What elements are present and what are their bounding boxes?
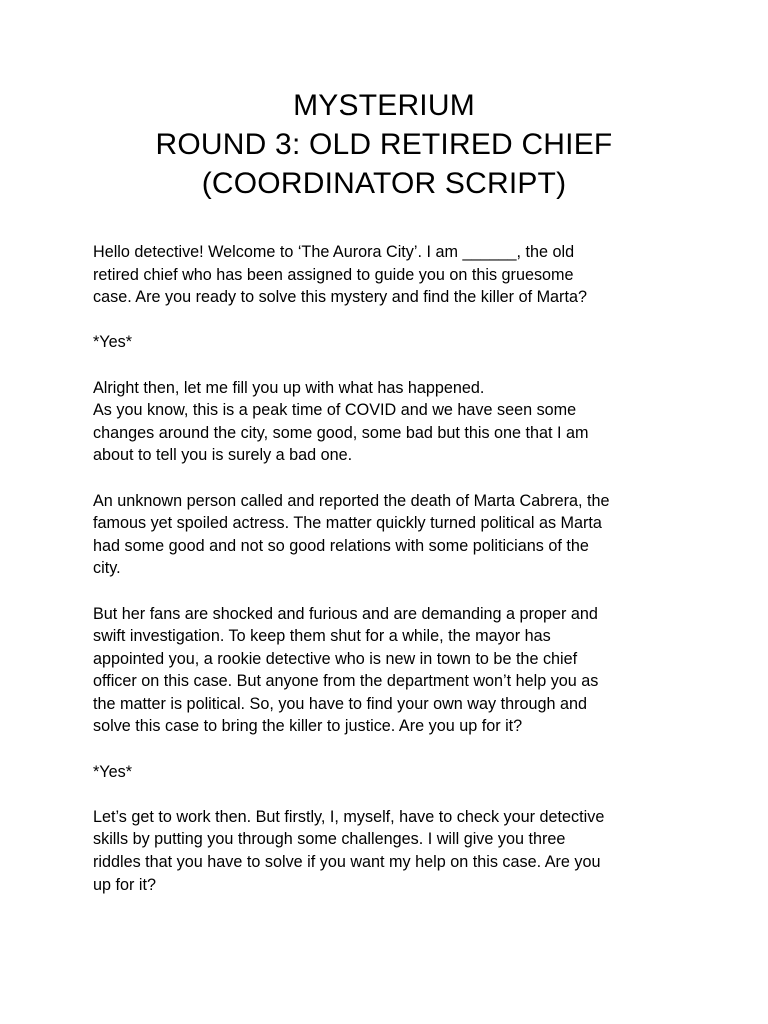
paragraph-death-report (93, 490, 683, 580)
paragraph-yes-response-2 (93, 761, 683, 784)
text-line: *Yes* (93, 762, 133, 781)
title-line-script-type: (COORDINATOR SCRIPT) (201, 167, 567, 200)
text-line: famous yet spoiled actress. The matter quickly turned political as Marta (93, 514, 602, 533)
text-line: Alright then, let me fill you up with what has happened. (93, 378, 485, 397)
document-body (93, 241, 683, 919)
document-title (0, 86, 768, 203)
text-line: officer on this case. But anyone from the department won’t help you as (93, 672, 599, 691)
text-line: case. Are you ready to solve this mystery and find the killer of Marta? (93, 288, 587, 307)
paragraph-investigation (93, 603, 683, 739)
paragraph-yes-response (93, 331, 683, 354)
text-line: appointed you, a rookie detective who is new in town to be the chief (93, 649, 578, 668)
text-line: swift investigation. To keep them shut for a while, the mayor has (93, 627, 551, 646)
text-line: riddles that you have to solve if you want my help on this case. Are you (93, 853, 601, 872)
title-line-game-name: MYSTERIUM (293, 89, 475, 122)
text-line: retired chief who has been assigned to guide you on this gruesome (93, 265, 574, 284)
text-line: had some good and not so good relations with some politicians of the (93, 536, 589, 555)
text-line: Let’s get to work then. But firstly, I, myself, have to check your detective (93, 807, 605, 826)
text-line: Hello detective! Welcome to ‘The Aurora City’. I am ______, the old (93, 243, 575, 261)
text-line: up for it? (93, 875, 156, 894)
text-line: skills by putting you through some challenges. I will give you three (93, 830, 566, 849)
text-line: An unknown person called and reported the death of Marta Cabrera, the (93, 491, 610, 510)
paragraph-background (93, 377, 683, 467)
text-line: *Yes* (93, 333, 133, 352)
text-line: city. (93, 559, 121, 578)
title-line-round: ROUND 3: OLD RETIRED CHIEF (155, 128, 613, 161)
text-line: As you know, this is a peak time of COVID and we have seen some (93, 401, 577, 420)
text-line: changes around the city, some good, some bad but this one that I am (93, 423, 589, 442)
text-line: But her fans are shocked and furious and are demanding a proper and (93, 604, 598, 623)
text-line: solve this case to bring the killer to justice. Are you up for it? (93, 717, 523, 736)
paragraph-challenges (93, 806, 683, 896)
text-line: the matter is political. So, you have to find your own way through and (93, 694, 587, 713)
paragraph-welcome (93, 241, 683, 309)
text-line: about to tell you is surely a bad one. (93, 446, 353, 465)
